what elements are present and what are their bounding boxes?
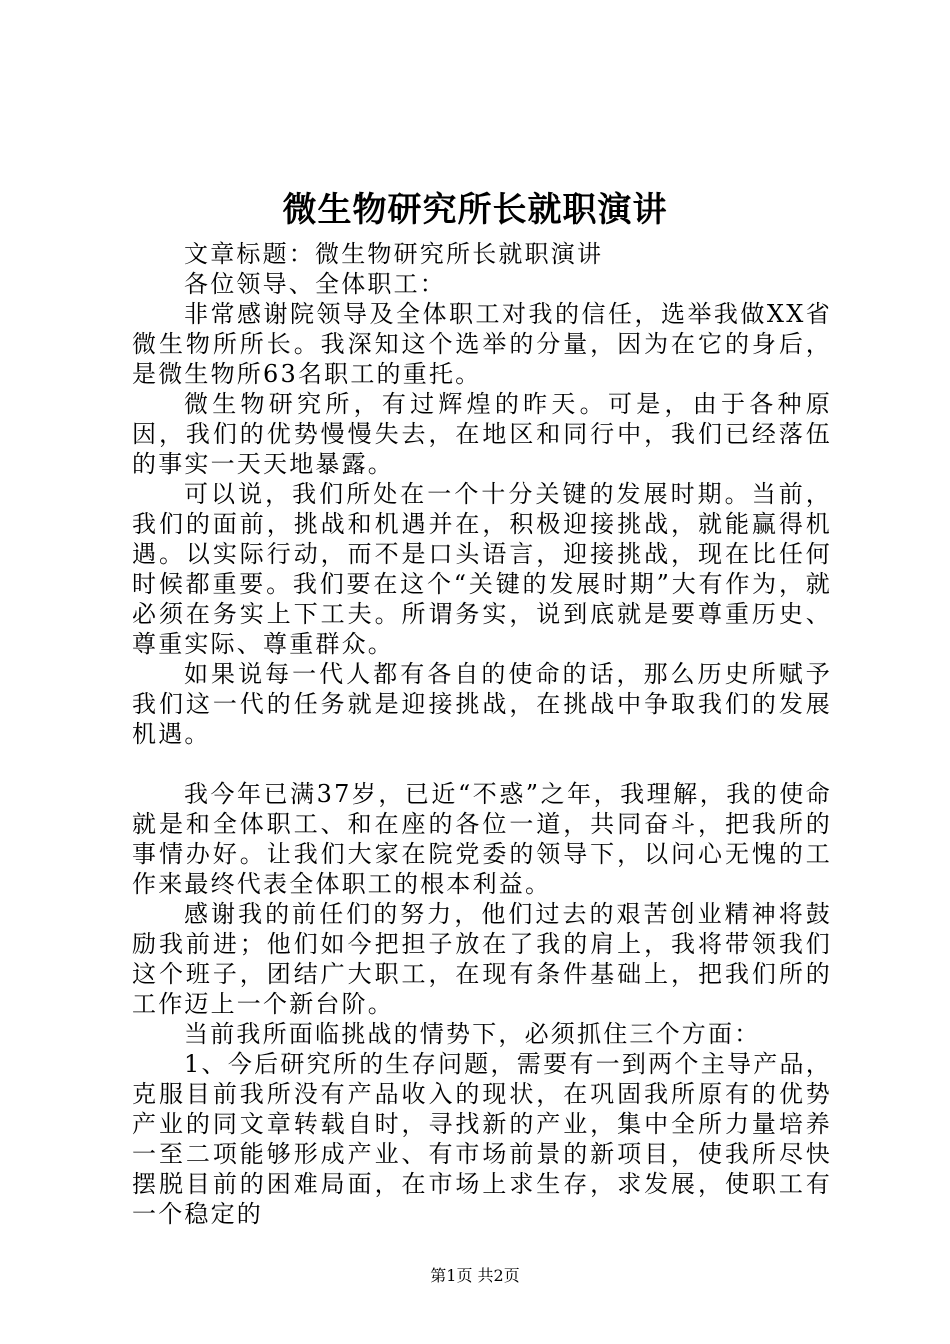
paragraph: 当前我所面临挑战的情势下，必须抓住三个方面： xyxy=(184,1020,761,1048)
paragraph: 感谢我的前任们的努力，他们过去的艰苦创业精神将鼓励我前进；他们如今把担子放在了我的肩上，我将带领我们这个班子，团结广大职工，在现有条件基础上，把我们所的工作迈上一个新台阶。 xyxy=(132,900,832,1018)
paragraph-salutation: 各位领导、全体职工： xyxy=(184,270,446,298)
paragraph: 如果说每一代人都有各自的使命的话，那么历史所赋予我们这一代的任务就是迎接挑战，在挑战中争取我们的发展机遇。 xyxy=(132,660,832,748)
paragraph: 非常感谢院领导及全体职工对我的信任，选举我做XX省微生物所所长。我深知这个选举的分量，因为在它的身后，是微生物所63名职工的重托。 xyxy=(132,300,832,388)
page-footer: 第1页 共2页 xyxy=(430,1266,520,1285)
paragraph: 微生物研究所，有过辉煌的昨天。可是，由于各种原因，我们的优势慢慢失去，在地区和同行中，我们已经落伍的事实一天天地暴露。 xyxy=(132,390,832,478)
document-body xyxy=(132,239,832,1229)
paragraph-article-title: 文章标题：微生物研究所长就职演讲 xyxy=(184,240,604,268)
paragraph: 我今年已满37岁，已近“不惑”之年，我理解，我的使命就是和全体职工、和在座的各位一道，共同奋斗，把我所的事情办好。让我们大家在院党委的领导下，以问心无愧的工作来最终代表全体职工的根本利益。 xyxy=(132,780,832,898)
document-title: 微生物研究所长就职演讲 xyxy=(282,190,668,230)
paragraph-numbered-item: 1、今后研究所的生存问题，需要有一到两个主导产品，克服目前我所没有产品收入的现状，在巩固我所原有的优势产业的同文章转载自时，寻找新的产业，集中全所力量培养一至二项能够形成产业、有市场前景的新项目，使我所尽快摆脱目前的困难局面，在市场上求生存，求发展，使职工有一个稳定的 xyxy=(132,1050,832,1228)
paragraph: 可以说，我们所处在一个十分关键的发展时期。当前，我们的面前，挑战和机遇并在，积极迎接挑战，就能赢得机遇。以实际行动，而不是口头语言，迎接挑战，现在比任何时候都重要。我们要在这个“关键的发展时期”大有作为，就必须在务实上下工夫。所谓务实，说到底就是要尊重历史、尊重实际、尊重群众。 xyxy=(132,480,832,658)
